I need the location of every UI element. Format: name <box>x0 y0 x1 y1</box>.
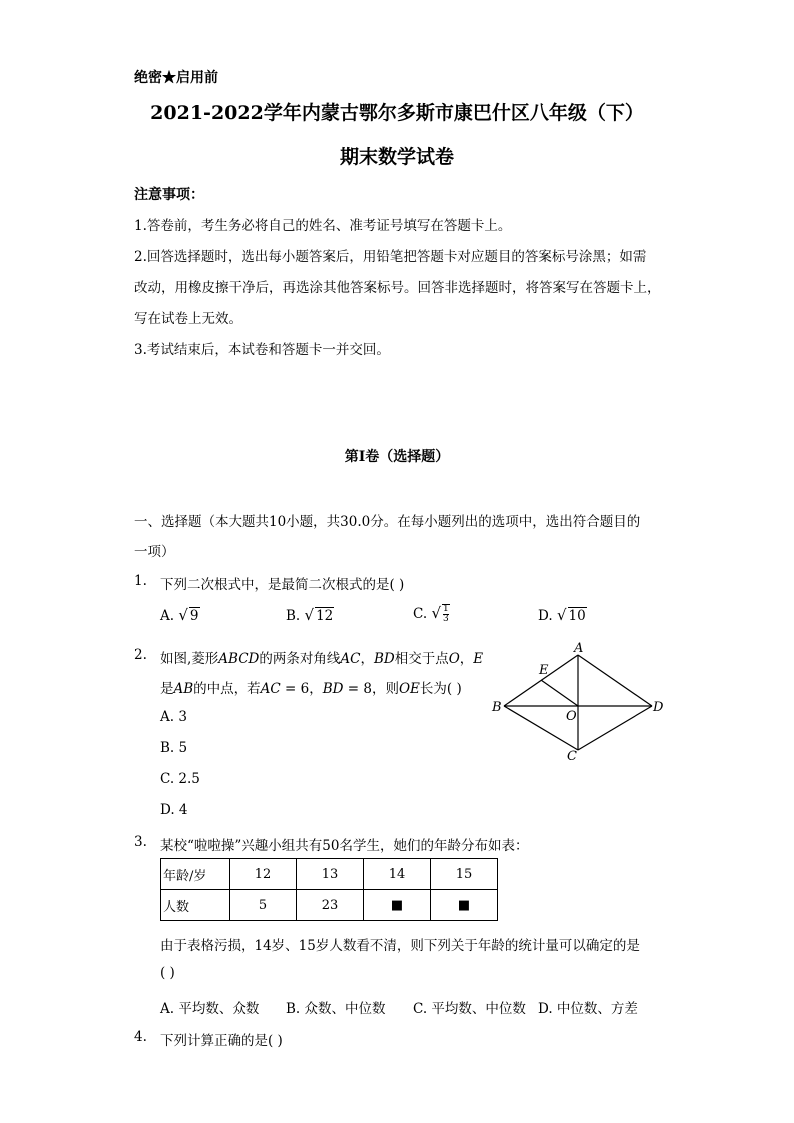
text: 长为( ) <box>419 681 462 697</box>
notice-line: 1.答卷前，考生务必将自己的姓名、准考证号填写在答题卡上。 <box>134 218 512 234</box>
notice-line: 写在试卷上无效。 <box>134 311 242 327</box>
math-var: ABCD <box>218 651 260 667</box>
part-one-instruction-cont: 一项） <box>134 544 175 560</box>
question-followup-blank: ( ) <box>160 965 175 981</box>
option-label: C. <box>413 606 428 622</box>
label-B: B <box>492 700 502 715</box>
text: 的两条对角线 <box>259 651 341 667</box>
option-c: C. 平均数、中位数 <box>413 1001 526 1017</box>
section-title: 第I卷（选择题） <box>344 449 450 465</box>
table-cell: ■ <box>364 890 431 921</box>
text: ， <box>360 651 374 667</box>
text: 如图,菱形 <box>160 651 219 667</box>
segment-OE <box>541 680 578 706</box>
math-var: AC <box>340 651 361 667</box>
text: 的中点，若 <box>193 681 261 697</box>
math-var: BD <box>373 651 395 667</box>
question-text-line1 <box>160 647 483 667</box>
option-d <box>538 606 587 624</box>
age-distribution-table <box>160 858 498 921</box>
table-cell: 15 <box>431 859 498 890</box>
question-followup: 由于表格污损，14岁、15岁人数看不清，则下列关于年龄的统计量可以确定的是 <box>160 938 640 954</box>
option-a <box>160 606 200 624</box>
option-c: C. 2.5 <box>160 771 200 787</box>
option-c <box>413 604 450 624</box>
notice-line: 3.考试结束后，本试卷和答题卡一并交回。 <box>134 342 390 358</box>
fraction-denominator: 3 <box>443 614 449 624</box>
math-var: OE <box>398 681 420 697</box>
text: = 8，则 <box>343 681 399 697</box>
question-text-line2 <box>160 677 462 697</box>
radicand: 9 <box>189 608 199 624</box>
text: 是 <box>160 681 174 697</box>
option-label: A. <box>160 608 175 624</box>
math-var: BD <box>322 681 344 697</box>
side-DC <box>578 706 652 750</box>
table-cell: 5 <box>230 890 297 921</box>
sqrt-symbol: √ <box>178 606 188 624</box>
radicand <box>442 604 450 624</box>
table-cell: 23 <box>297 890 364 921</box>
side-AD <box>578 655 652 706</box>
sqrt-symbol: √ <box>556 606 567 624</box>
radicand: 12 <box>316 608 334 624</box>
label-A: A <box>574 641 584 656</box>
question-number: 1. <box>134 573 147 589</box>
table-cell: 14 <box>364 859 431 890</box>
radicand: 10 <box>568 608 586 624</box>
notice-heading: 注意事项： <box>134 187 204 203</box>
question-text: 下列计算正确的是( ) <box>160 1033 283 1049</box>
label-O: O <box>566 709 577 724</box>
math-var: AC <box>260 681 281 697</box>
table-row <box>161 859 498 890</box>
option-a: A. 平均数、众数 <box>160 1001 260 1017</box>
confidential-label: 绝密★启用前 <box>134 70 218 86</box>
fraction-numerator: 1 <box>443 604 449 614</box>
table-row <box>161 890 498 921</box>
text: ， <box>459 651 474 667</box>
option-b <box>286 606 334 624</box>
table-cell: 年龄/岁 <box>161 859 230 890</box>
sqrt-symbol: √ <box>431 604 441 622</box>
notice-line: 改动，用橡皮擦干净后，再选涂其他答案标号。回答非选择题时，将答案写在答题卡上， <box>134 280 661 296</box>
table-cell: 12 <box>230 859 297 890</box>
option-b: B. 众数、中位数 <box>286 1001 386 1017</box>
label-E: E <box>539 663 549 678</box>
exam-title-line2: 期末数学试卷 <box>339 146 454 168</box>
option-label: D. <box>538 608 553 624</box>
question-text: 下列二次根式中，是最简二次根式的是( ) <box>160 577 405 593</box>
math-var: O <box>448 651 460 667</box>
question-number: 3. <box>134 834 147 850</box>
text: = 6， <box>280 681 323 697</box>
math-var: AB <box>173 681 194 697</box>
option-a: A. 3 <box>160 709 187 725</box>
label-C: C <box>567 749 577 764</box>
option-b: B. 5 <box>160 740 188 756</box>
question-text: 某校“啦啦操”兴趣小组共有50名学生，她们的年龄分布如表： <box>160 838 529 854</box>
question-number: 2. <box>134 647 147 663</box>
rhombus-figure <box>490 640 670 765</box>
option-label: B. <box>286 608 301 624</box>
option-d: D. 4 <box>160 802 188 818</box>
text: 相交于点 <box>394 651 449 667</box>
question-number: 4. <box>134 1029 147 1045</box>
exam-title-line1: 2021-2022学年内蒙古鄂尔多斯市康巴什区八年级（下） <box>150 102 644 124</box>
option-d: D. 中位数、方差 <box>538 1001 638 1017</box>
sqrt-symbol: √ <box>304 606 315 624</box>
math-var: E <box>473 651 484 667</box>
table-cell: 13 <box>297 859 364 890</box>
notice-line: 2.回答选择题时，选出每小题答案后，用铅笔把答题卡对应题目的答案标号涂黑；如需 <box>134 249 647 265</box>
table-cell: 人数 <box>161 890 230 921</box>
part-one-instruction: 一、选择题（本大题共10小题，共30.0分。在每小题列出的选项中，选出符合题目的 <box>134 514 641 530</box>
label-D: D <box>653 700 664 715</box>
table-cell: ■ <box>431 890 498 921</box>
